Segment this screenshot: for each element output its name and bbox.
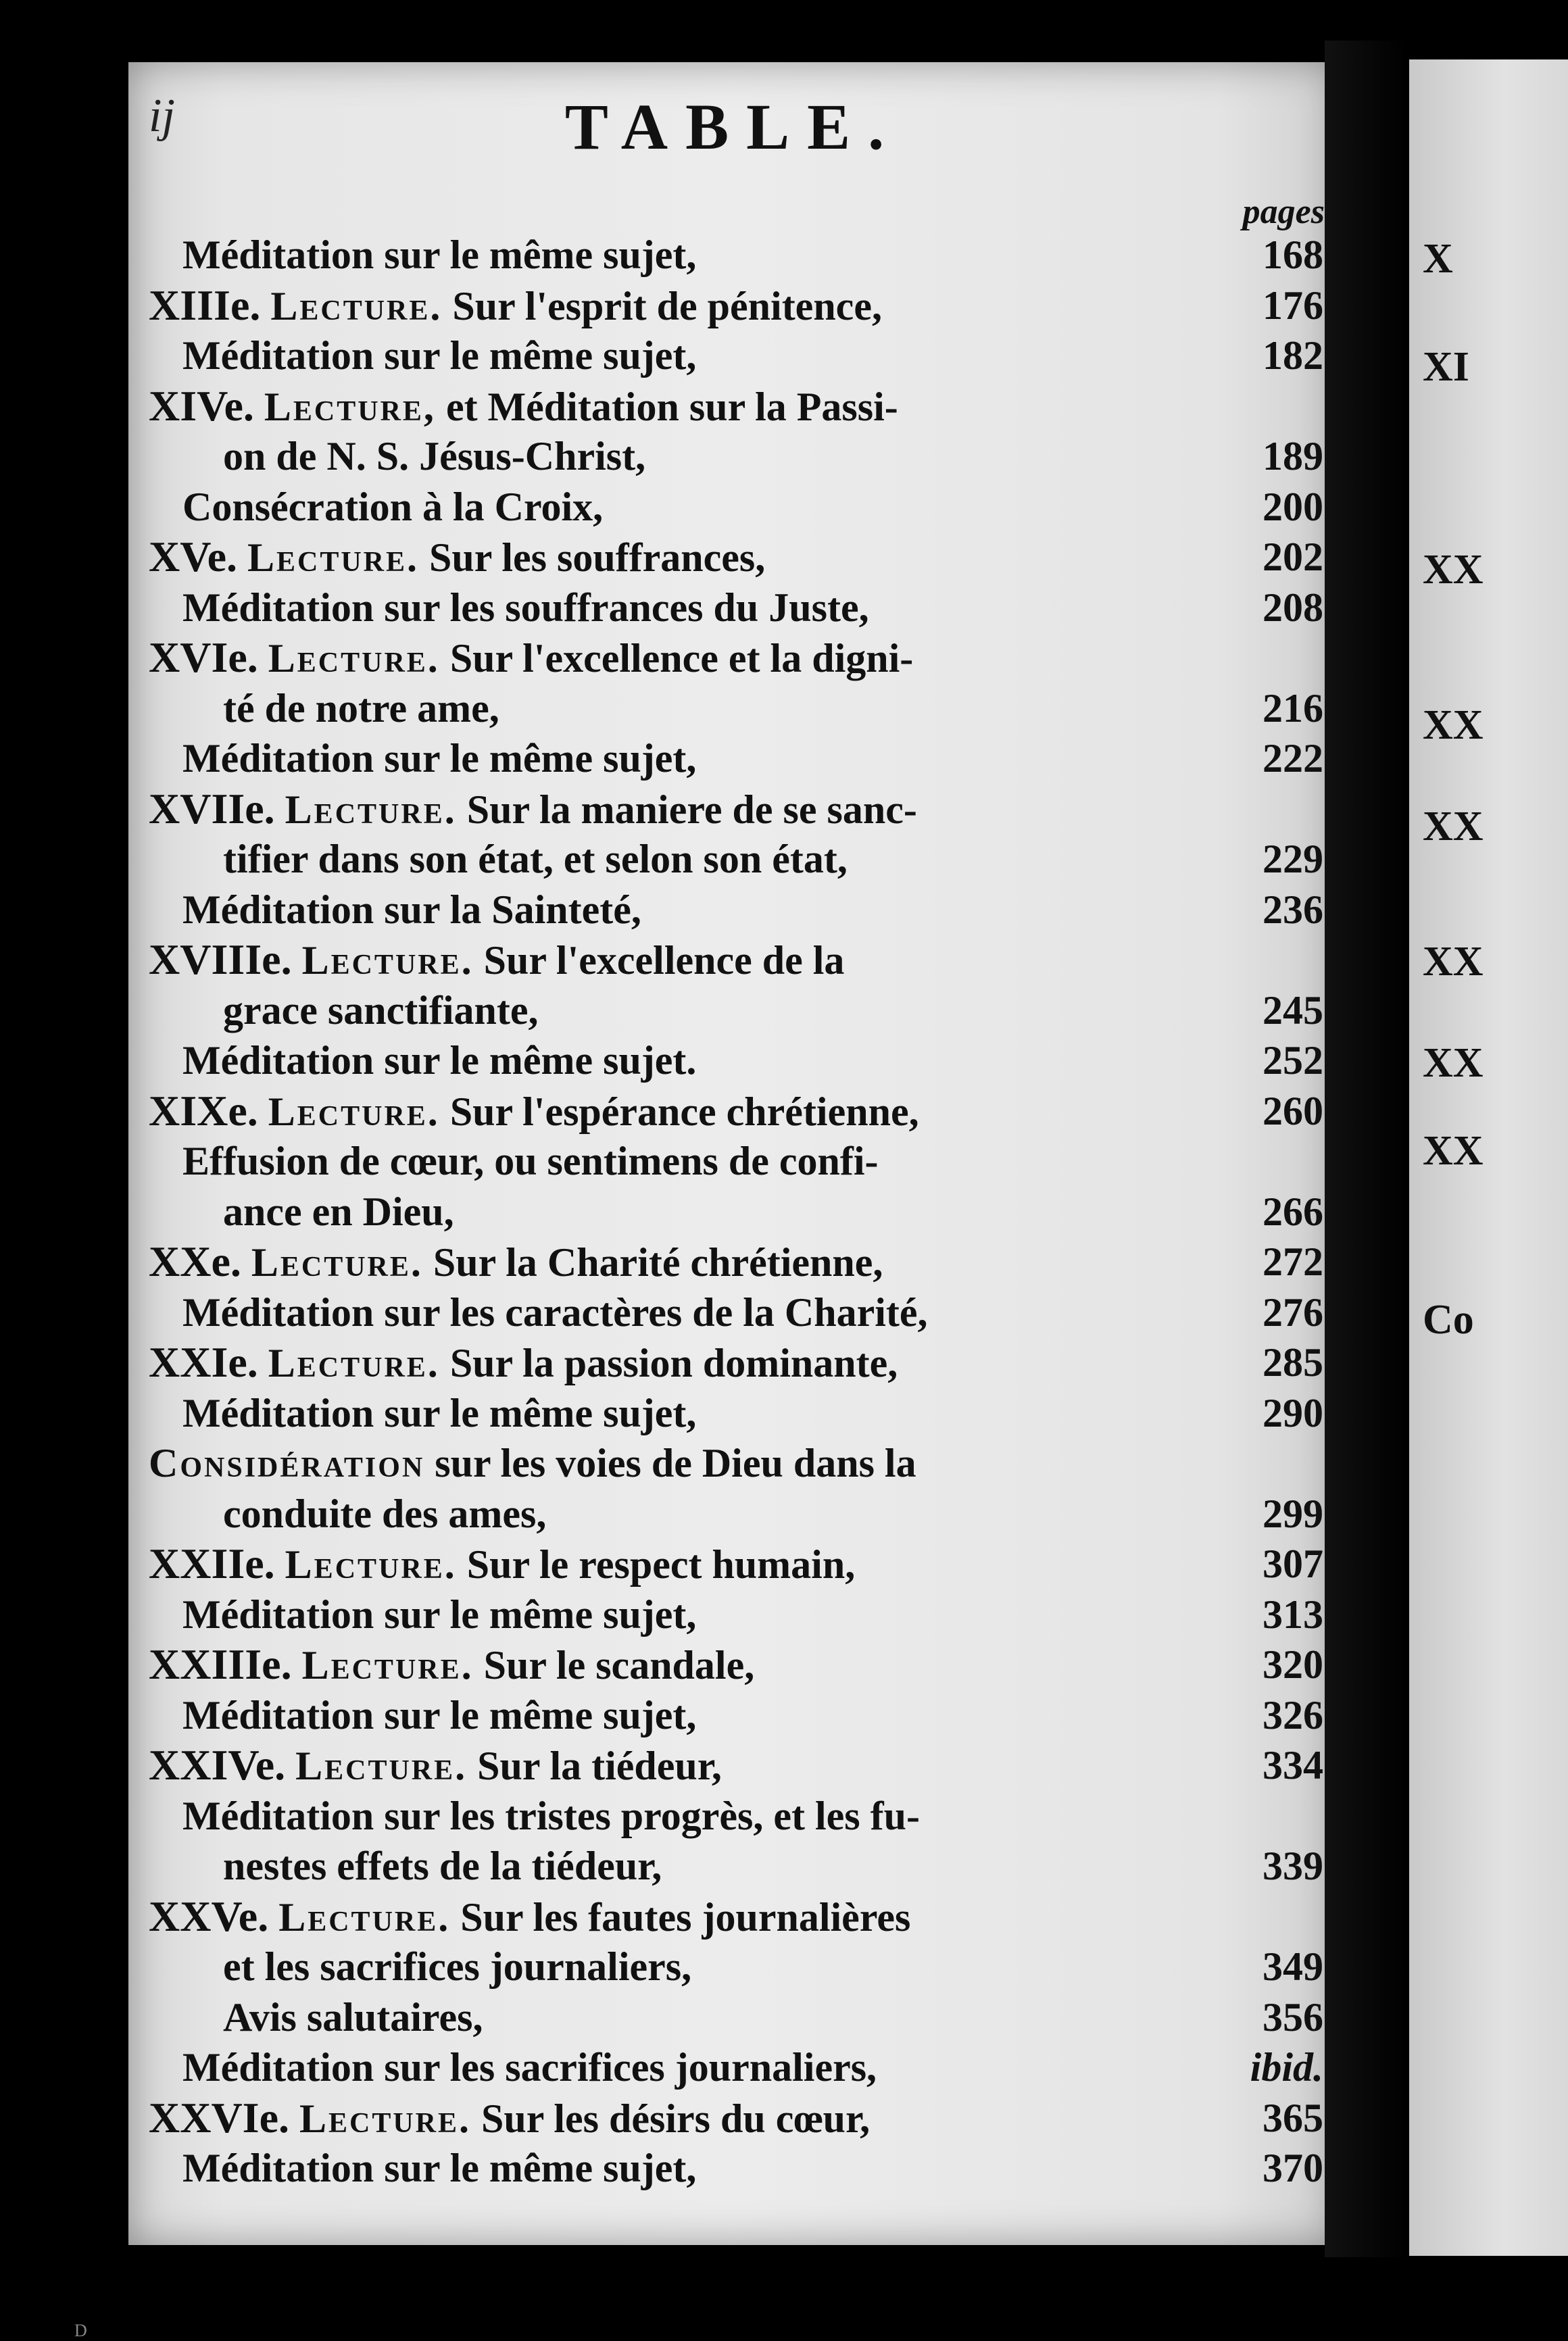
toc-entry-lecture: Lecture. (268, 1089, 440, 1134)
toc-entry-title: Méditation sur la Sainteté, (182, 887, 641, 932)
toc-entry-number: XIIIe. (149, 280, 261, 329)
toc-entry-page: 290 (1263, 1390, 1323, 1435)
toc-entry-title: nestes effets de la tiédeur, (223, 1844, 662, 1888)
toc-entry-page: 334 (1263, 1743, 1323, 1788)
toc-entry-title: Méditation sur le même sujet, (182, 232, 697, 277)
facing-page-line: XX (1423, 547, 1484, 593)
toc-entry-text (149, 1439, 916, 1487)
toc-entry-number: XVIIIe. (149, 935, 292, 983)
toc-entry-lecture: Lecture. (247, 535, 420, 580)
facing-page-line: Co (1423, 1297, 1474, 1343)
toc-entry-lecture: Considération (149, 1441, 425, 1485)
toc-entry-title: té de notre ame, (223, 685, 499, 731)
toc-entry-number: XXe. (149, 1237, 241, 1285)
toc-entry-number: XVe. (149, 533, 237, 581)
toc-entry-title: Sur la maniere de se sanc- (466, 787, 917, 832)
toc-entry-title: Sur le respect humain, (466, 1542, 856, 1587)
toc-entry (128, 1641, 1338, 1688)
toc-entry-text (182, 1692, 696, 1739)
toc-entry-lecture: Lecture. (285, 787, 457, 832)
toc-entry-page: 349 (1263, 1944, 1323, 1989)
toc-entry (128, 1389, 1338, 1437)
toc-entry-page: 245 (1263, 987, 1323, 1033)
scan-corner-mark: D (74, 2321, 87, 2340)
toc-entry (128, 584, 1338, 631)
facing-page-line: XX (1423, 1128, 1484, 1174)
toc-entry-number: XVIe. (149, 633, 258, 681)
toc-entry-page: 320 (1263, 1642, 1323, 1687)
toc-entry-text (223, 1842, 662, 1890)
toc-entry-page: 182 (1263, 333, 1323, 378)
toc-entry-title: Méditation sur les caractères de la Charité, (182, 1289, 928, 1335)
toc-entry-text (182, 483, 603, 531)
toc-entry (128, 2094, 1338, 2142)
toc-entry-page: 168 (1263, 232, 1323, 277)
toc-entry-title: grace sanctifiante, (223, 987, 539, 1033)
toc-entry (128, 1339, 1338, 1386)
toc-entry-title: Avis salutaires, (223, 1994, 483, 2040)
toc-entry (128, 785, 1338, 833)
toc-entry-page: 200 (1263, 484, 1323, 529)
toc-entry-page: ibid. (1250, 2045, 1323, 2090)
toc-entry-page: 272 (1263, 1239, 1323, 1284)
toc-entry-number: XXVe. (149, 1892, 269, 1940)
toc-entry (128, 1289, 1338, 1336)
book-page (128, 62, 1338, 2245)
toc-entry (128, 735, 1338, 782)
toc-entry-title: Méditation sur les souffrances du Juste, (182, 585, 869, 630)
toc-entry-text (223, 835, 848, 883)
toc-entry (128, 433, 1338, 480)
toc-entry-number: XXVIe. (149, 2093, 289, 2142)
toc-entry-title: Méditation sur le même sujet, (182, 736, 697, 781)
toc-entry-title: Effusion de cœur, ou sentimens de confi- (182, 1139, 879, 1183)
toc-entry (128, 685, 1338, 732)
toc-entry (128, 987, 1338, 1034)
facing-page-line: XX (1423, 804, 1484, 849)
toc-entry-text (182, 1137, 879, 1185)
toc-entry-text (182, 231, 696, 278)
toc-entry (128, 634, 1338, 681)
toc-entry-text (223, 1994, 483, 2041)
toc-entry (128, 483, 1338, 531)
toc-entry-title: Consécration à la Croix, (182, 484, 604, 529)
toc-entry-text (149, 1742, 722, 1790)
toc-entry-text (223, 1188, 454, 1235)
toc-entry (128, 1742, 1338, 1789)
toc-entry-page: 208 (1263, 585, 1323, 630)
toc-entry-text (149, 936, 844, 984)
facing-page-line: XX (1423, 702, 1484, 748)
toc-entry-title: Méditation sur le même sujet. (182, 1038, 697, 1083)
toc-entry-text (223, 433, 645, 480)
toc-entry-title: Sur les souffrances, (429, 535, 766, 580)
toc-entry (128, 1692, 1338, 1739)
toc-entry-text (149, 1238, 883, 1286)
toc-entry-text (149, 1641, 754, 1689)
toc-entry-page: 216 (1263, 685, 1323, 731)
toc-entry (128, 282, 1338, 329)
toc-entry (128, 1893, 1338, 1940)
toc-entry-text (182, 886, 641, 933)
toc-entry-lecture: Lecture. (251, 1240, 423, 1285)
toc-entry-page: 229 (1263, 837, 1323, 881)
toc-entry-number: XXIIIe. (149, 1640, 292, 1688)
toc-entry-title: Méditation sur les tristes progrès, et les fu- (182, 1793, 920, 1838)
facing-page-line: X (1423, 236, 1453, 282)
toc-entry-page: 326 (1263, 1692, 1323, 1738)
toc-entry-text (182, 1591, 696, 1638)
toc-entry-number: XVIIe. (149, 784, 275, 833)
toc-entry-title: on de N. S. Jésus-Christ, (223, 434, 646, 478)
toc-entry-title: Sur les fautes journalières (460, 1894, 911, 1940)
toc-entry-title: Méditation sur le même sujet, (182, 1390, 697, 1435)
toc-entry (128, 1994, 1338, 2041)
toc-entry (128, 231, 1338, 278)
toc-entry-title: Sur la passion dominante, (449, 1341, 898, 1385)
toc-entry-text (149, 1540, 855, 1588)
toc-entry (128, 1087, 1338, 1135)
toc-entry-text (182, 2044, 877, 2091)
toc-entry-text (149, 282, 882, 330)
toc-entry-number: XXIe. (149, 1338, 258, 1386)
toc-entry-page: 370 (1263, 2146, 1323, 2190)
toc-entry-text (149, 785, 917, 833)
toc-entry-text (149, 383, 898, 430)
toc-entry-title: Sur l'excellence de la (483, 938, 845, 983)
toc-entry-page: 339 (1263, 1844, 1323, 1888)
toc-entry (128, 383, 1338, 430)
toc-entry-text (223, 685, 499, 732)
toc-entry-page: 365 (1263, 2095, 1323, 2140)
toc-entry-page: 299 (1263, 1491, 1323, 1536)
toc-entry-title: Méditation sur le même sujet, (182, 2146, 697, 2190)
toc-entry-lecture: Lecture. (301, 938, 474, 983)
toc-entry-text (149, 634, 913, 682)
toc-entry-title: ance en Dieu, (223, 1189, 454, 1234)
toc-entry-text (149, 533, 765, 581)
toc-entry-text (182, 584, 869, 631)
toc-entry (128, 1238, 1338, 1285)
toc-entry-title: Sur les désirs du cœur, (481, 2096, 871, 2141)
toc-entry (128, 1188, 1338, 1235)
toc-entry-lecture: Lecture. (268, 1341, 440, 1385)
toc-entry-page: 313 (1263, 1592, 1323, 1637)
toc-entry-lecture: Lecture. (278, 1894, 451, 1940)
toc-entry-number: XXIVe. (149, 1741, 286, 1789)
toc-entry (128, 1037, 1338, 1084)
toc-entry (128, 332, 1338, 379)
toc-entry-text (182, 1037, 696, 1084)
toc-entry-text (182, 1289, 928, 1336)
toc-entry-page: 307 (1263, 1542, 1323, 1586)
toc-entry (128, 936, 1338, 983)
toc-entry-title: tifier dans son état, et selon son état, (223, 837, 848, 881)
toc-entry-text (149, 1893, 910, 1941)
toc-entry-title: Sur l'espérance chrétienne, (449, 1089, 919, 1134)
toc-entry-title: Sur la tiédeur, (477, 1744, 722, 1788)
toc-entry (128, 1137, 1338, 1185)
toc-entry-text (182, 735, 696, 782)
toc-entry-number: XIXe. (149, 1086, 258, 1135)
toc-entry-text (149, 1087, 919, 1135)
toc-entry (128, 1439, 1338, 1487)
toc-entry-title: Sur le scandale, (483, 1643, 755, 1687)
facing-page (1409, 59, 1568, 2256)
toc-entry (128, 2144, 1338, 2192)
toc-entry-page: 285 (1263, 1340, 1323, 1385)
toc-entry-title: Sur la Charité chrétienne, (433, 1240, 883, 1285)
toc-entry (128, 533, 1338, 581)
toc-entry (128, 1842, 1338, 1890)
facing-page-line: XI (1423, 344, 1469, 390)
toc-entry (128, 2044, 1338, 2091)
toc-entry-title: Sur l'esprit de pénitence, (452, 283, 882, 328)
toc-entry-text (223, 1943, 691, 1990)
toc-entry-lecture: Lecture. (301, 1643, 474, 1687)
toc-entry-page: 356 (1263, 1994, 1323, 2040)
toc-entry-title: Sur l'excellence et la digni- (449, 636, 914, 681)
toc-entry-text (223, 987, 539, 1034)
page-title: TABLE. (564, 91, 902, 163)
toc-entry (128, 1792, 1338, 1840)
toc-entry-title: conduite des ames, (223, 1491, 547, 1536)
toc-entry-lecture: Lecture. (295, 1744, 468, 1788)
toc-entry-title: Méditation sur le même sujet, (182, 1592, 697, 1637)
toc-entry (128, 1490, 1338, 1537)
toc-entry-title: Méditation sur les sacrifices journaliers, (182, 2045, 877, 2090)
toc-entry-text (149, 1339, 898, 1387)
facing-page-line: XX (1423, 1040, 1484, 1086)
toc-entry-title: Méditation sur le même sujet, (182, 333, 697, 378)
toc-entry-title: sur les voies de Dieu dans la (435, 1441, 916, 1485)
toc-entry-number: XIVe. (149, 381, 254, 430)
toc-entry-text (182, 1389, 696, 1437)
toc-entry-title: et les sacrifices journaliers, (223, 1944, 692, 1989)
toc-entry-lecture: Lecture. (299, 2096, 472, 2141)
toc-entry-text (182, 1792, 920, 1840)
toc-entry-title: Méditation sur le même sujet, (182, 1692, 697, 1738)
toc-entry-text (223, 1490, 546, 1537)
toc-entry-text (149, 2094, 870, 2142)
toc-entry-title: et Méditation sur la Passi- (445, 384, 898, 429)
pages-column-label: pages (1242, 193, 1325, 231)
toc-entry-lecture: Lecture. (270, 283, 443, 328)
toc-entry-page: 202 (1263, 535, 1323, 579)
toc-entry (128, 1591, 1338, 1638)
toc-entry (128, 835, 1338, 883)
toc-entry (128, 886, 1338, 933)
facing-page-line: XX (1423, 939, 1484, 985)
toc-entry-lecture: Lecture. (285, 1542, 457, 1587)
toc-entry-page: 266 (1263, 1189, 1323, 1234)
toc-entry-page: 276 (1263, 1289, 1323, 1335)
toc-entry-page: 260 (1263, 1088, 1323, 1133)
toc-entry-text (182, 332, 696, 379)
toc-entry-lecture: Lecture, (264, 384, 436, 429)
toc-entry-page: 252 (1263, 1038, 1323, 1083)
toc-entry-page: 222 (1263, 736, 1323, 781)
page-folio: ij (149, 90, 175, 142)
toc-entry-text (182, 2144, 696, 2192)
toc-entry (128, 1540, 1338, 1587)
toc-entry-page: 236 (1263, 887, 1323, 932)
toc-entry (128, 1943, 1338, 1990)
toc-entry-lecture: Lecture. (268, 636, 440, 681)
book-gutter (1325, 41, 1406, 2257)
toc-entry-number: XXIIe. (149, 1539, 275, 1587)
toc-entry-page: 176 (1263, 282, 1323, 328)
toc-entry-page: 189 (1263, 434, 1323, 478)
